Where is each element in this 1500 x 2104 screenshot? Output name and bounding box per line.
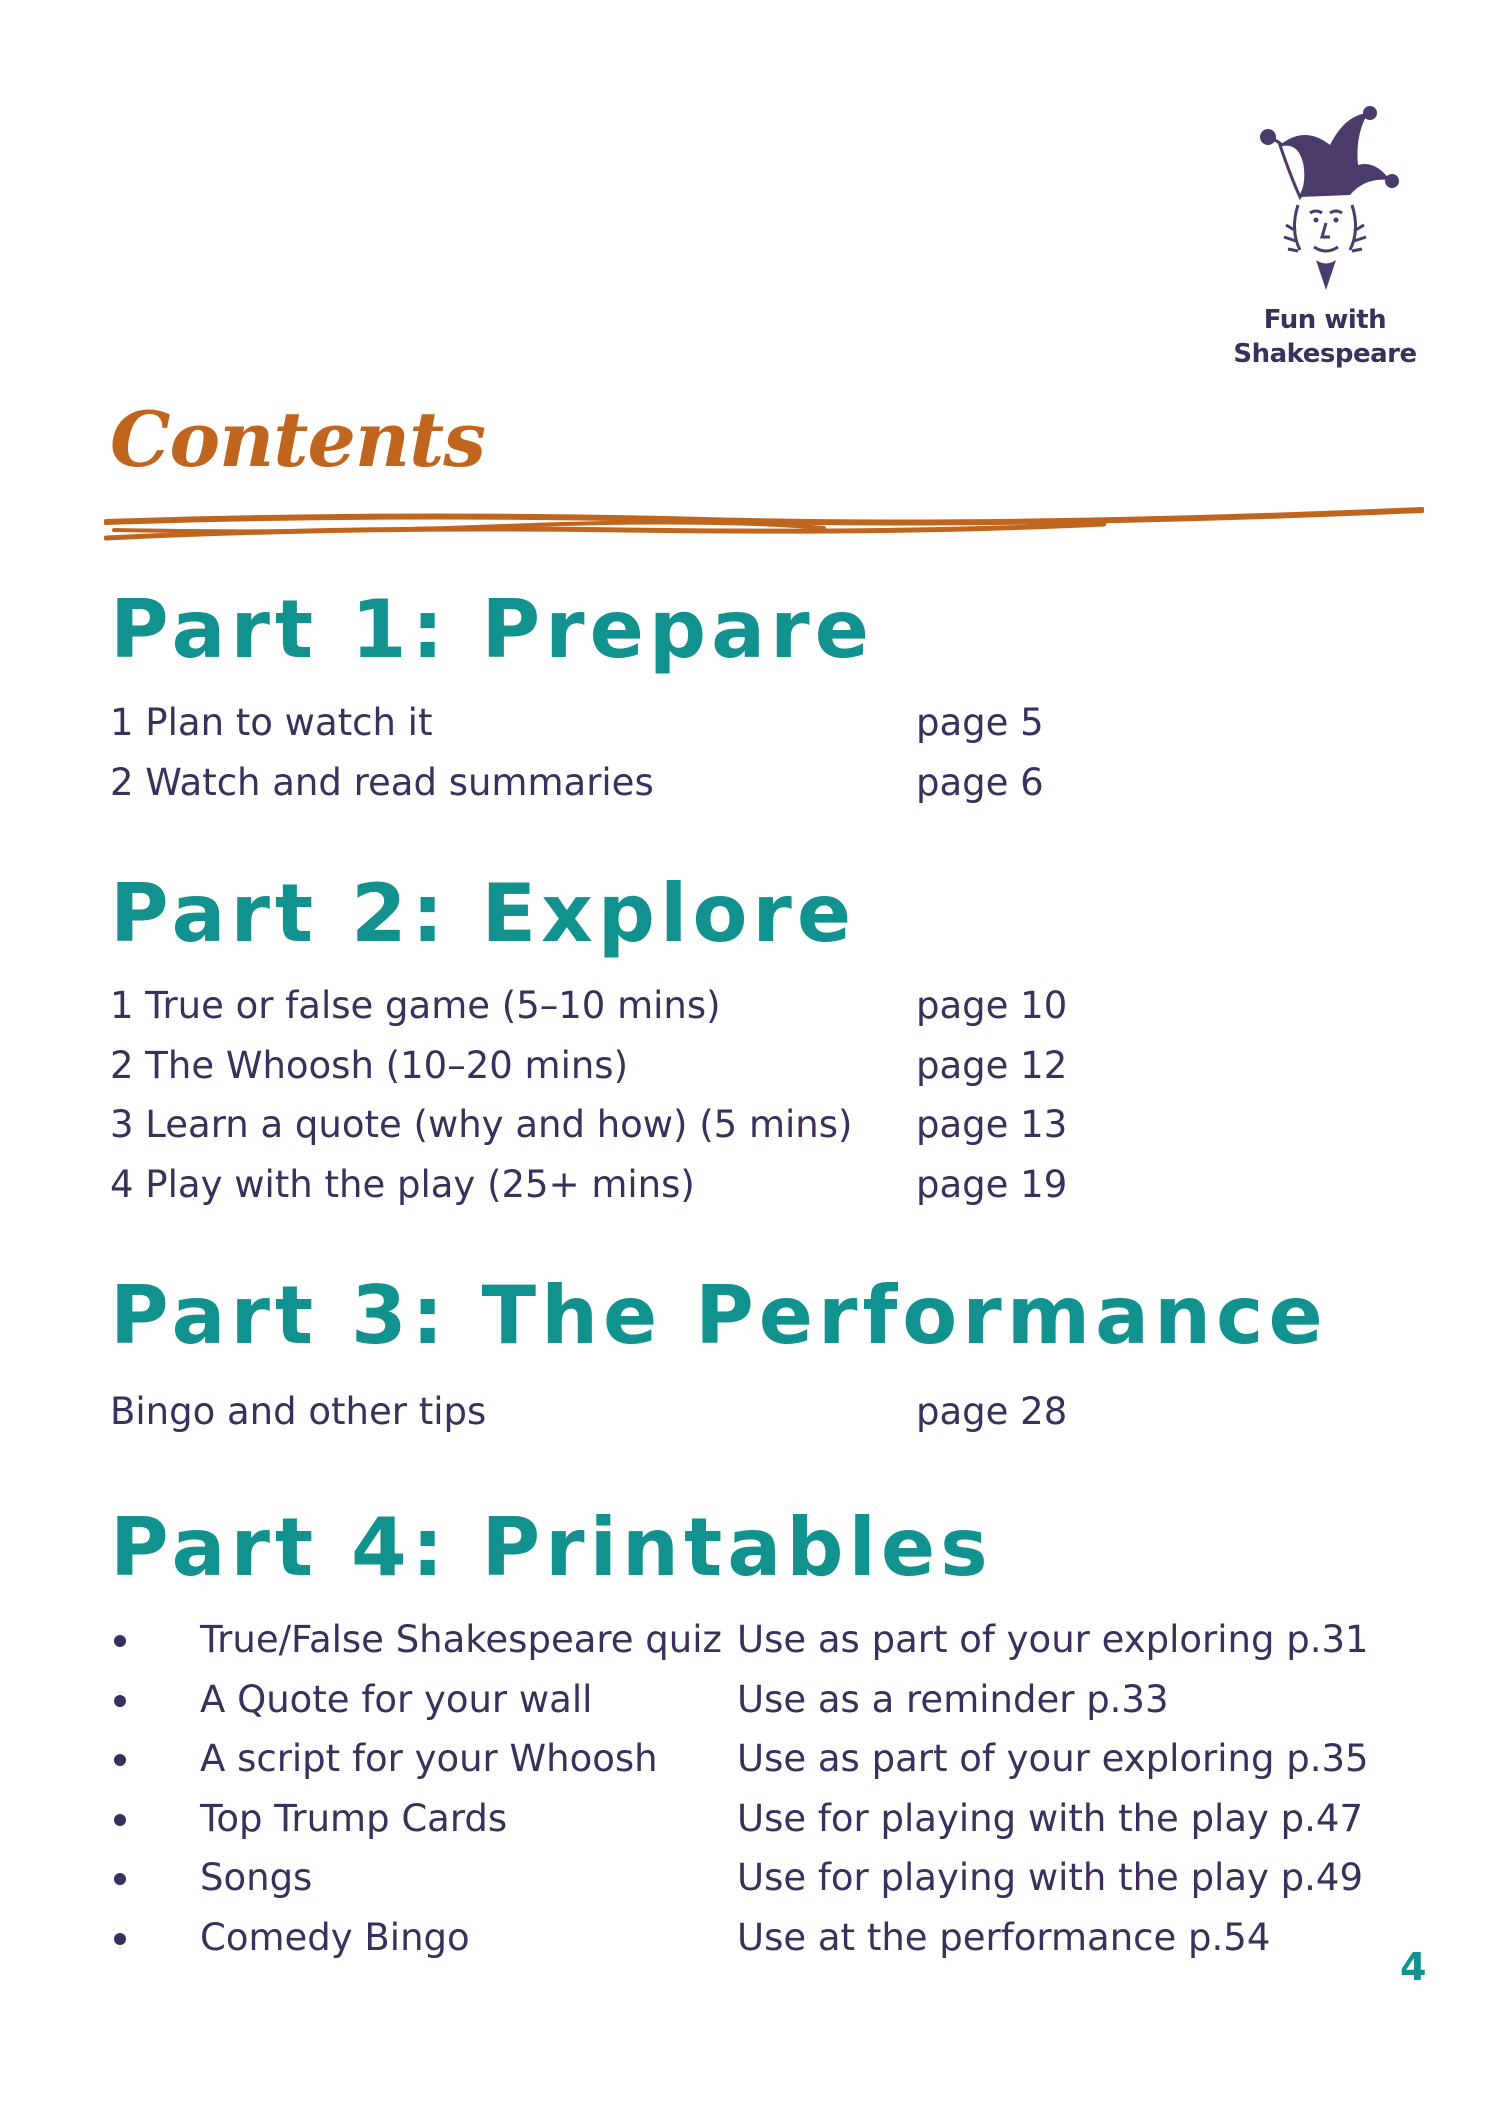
bullet-icon bbox=[114, 1695, 126, 1707]
page-title: Contents bbox=[110, 395, 486, 484]
entry-label: 2 Watch and read summaries bbox=[110, 760, 654, 804]
entry-page: page 10 bbox=[916, 976, 1500, 2104]
part-2-heading: Part 2: Explore bbox=[110, 867, 857, 960]
logo-line-2: Shakespeare bbox=[1233, 339, 1417, 369]
bullet-icon bbox=[114, 1635, 126, 1647]
entry-page: page 6 bbox=[916, 753, 1500, 2104]
printable-item: True/False Shakespeare quiz bbox=[200, 1618, 722, 1661]
list-item[interactable] bbox=[110, 1670, 1400, 1730]
list-item[interactable] bbox=[110, 1155, 1110, 1215]
logo-text bbox=[1230, 303, 1420, 371]
part-3-heading: Part 3: The Performance bbox=[110, 1269, 1328, 1362]
bullet-icon bbox=[114, 1814, 126, 1826]
printable-item: A script for your Whoosh bbox=[200, 1737, 658, 1780]
printable-item: Songs bbox=[200, 1856, 313, 1899]
bullet-icon bbox=[114, 1873, 126, 1885]
part-1-heading: Part 1: Prepare bbox=[110, 583, 874, 676]
bullet-icon bbox=[114, 1754, 126, 1766]
entry-label: 2 The Whoosh (10–20 mins) bbox=[110, 1043, 629, 1087]
page-number: 4 bbox=[1400, 1945, 1427, 1989]
entry-label: 4 Play with the play (25+ mins) bbox=[110, 1162, 695, 1206]
printable-item: A Quote for your wall bbox=[200, 1677, 593, 1721]
list-item[interactable] bbox=[110, 1848, 1400, 1908]
fun-with-shakespeare-logo bbox=[1230, 105, 1420, 375]
list-item[interactable] bbox=[110, 1610, 1400, 1670]
printable-use: Use as part of your exploring p.35 bbox=[737, 1737, 1369, 1780]
bullet-icon bbox=[114, 1933, 126, 1945]
printable-use: Use for playing with the play p.47 bbox=[737, 1796, 1364, 1840]
entry-label: 1 True or false game (5–10 mins) bbox=[110, 984, 721, 1027]
list-item[interactable] bbox=[110, 1036, 1110, 1096]
list-item[interactable] bbox=[110, 1382, 1110, 1442]
entry-label: 3 Learn a quote (why and how) (5 mins) bbox=[110, 1103, 853, 1146]
printable-use: Use at the performance p.54 bbox=[737, 1915, 1271, 1959]
logo-line-1: Fun with bbox=[1263, 305, 1387, 335]
printable-use: Use for playing with the play p.49 bbox=[737, 1856, 1364, 1899]
entry-page: page 12 bbox=[916, 1036, 1500, 2104]
list-item[interactable] bbox=[110, 1729, 1400, 1789]
printables-list bbox=[110, 1610, 1400, 1967]
list-item[interactable] bbox=[110, 1095, 1110, 1155]
list-item[interactable] bbox=[110, 753, 1110, 813]
entry-label: 1 Plan to watch it bbox=[110, 701, 433, 744]
entry-page: page 19 bbox=[916, 1155, 1500, 2104]
entry-label: Bingo and other tips bbox=[110, 1390, 487, 1433]
list-item[interactable] bbox=[110, 1789, 1400, 1849]
printable-item: Top Trump Cards bbox=[200, 1796, 508, 1840]
entry-page: page 28 bbox=[916, 1382, 1500, 2104]
jester-icon bbox=[1250, 105, 1400, 295]
printable-use: Use as part of your exploring p.31 bbox=[737, 1618, 1369, 1661]
entry-page: page 5 bbox=[916, 693, 1500, 2104]
printable-use: Use as a reminder p.33 bbox=[737, 1677, 1169, 1721]
list-item[interactable] bbox=[110, 976, 1110, 1036]
list-item[interactable] bbox=[110, 693, 1110, 753]
entry-page: page 13 bbox=[916, 1095, 1500, 2104]
part-1-entries bbox=[110, 693, 1110, 812]
part-3-entries bbox=[110, 1382, 1110, 1442]
title-underline bbox=[104, 500, 1424, 550]
printable-item: Comedy Bingo bbox=[200, 1915, 470, 1959]
part-2-entries bbox=[110, 976, 1110, 1214]
list-item[interactable] bbox=[110, 1908, 1400, 1968]
part-4-heading: Part 4: Printables bbox=[110, 1501, 993, 1594]
